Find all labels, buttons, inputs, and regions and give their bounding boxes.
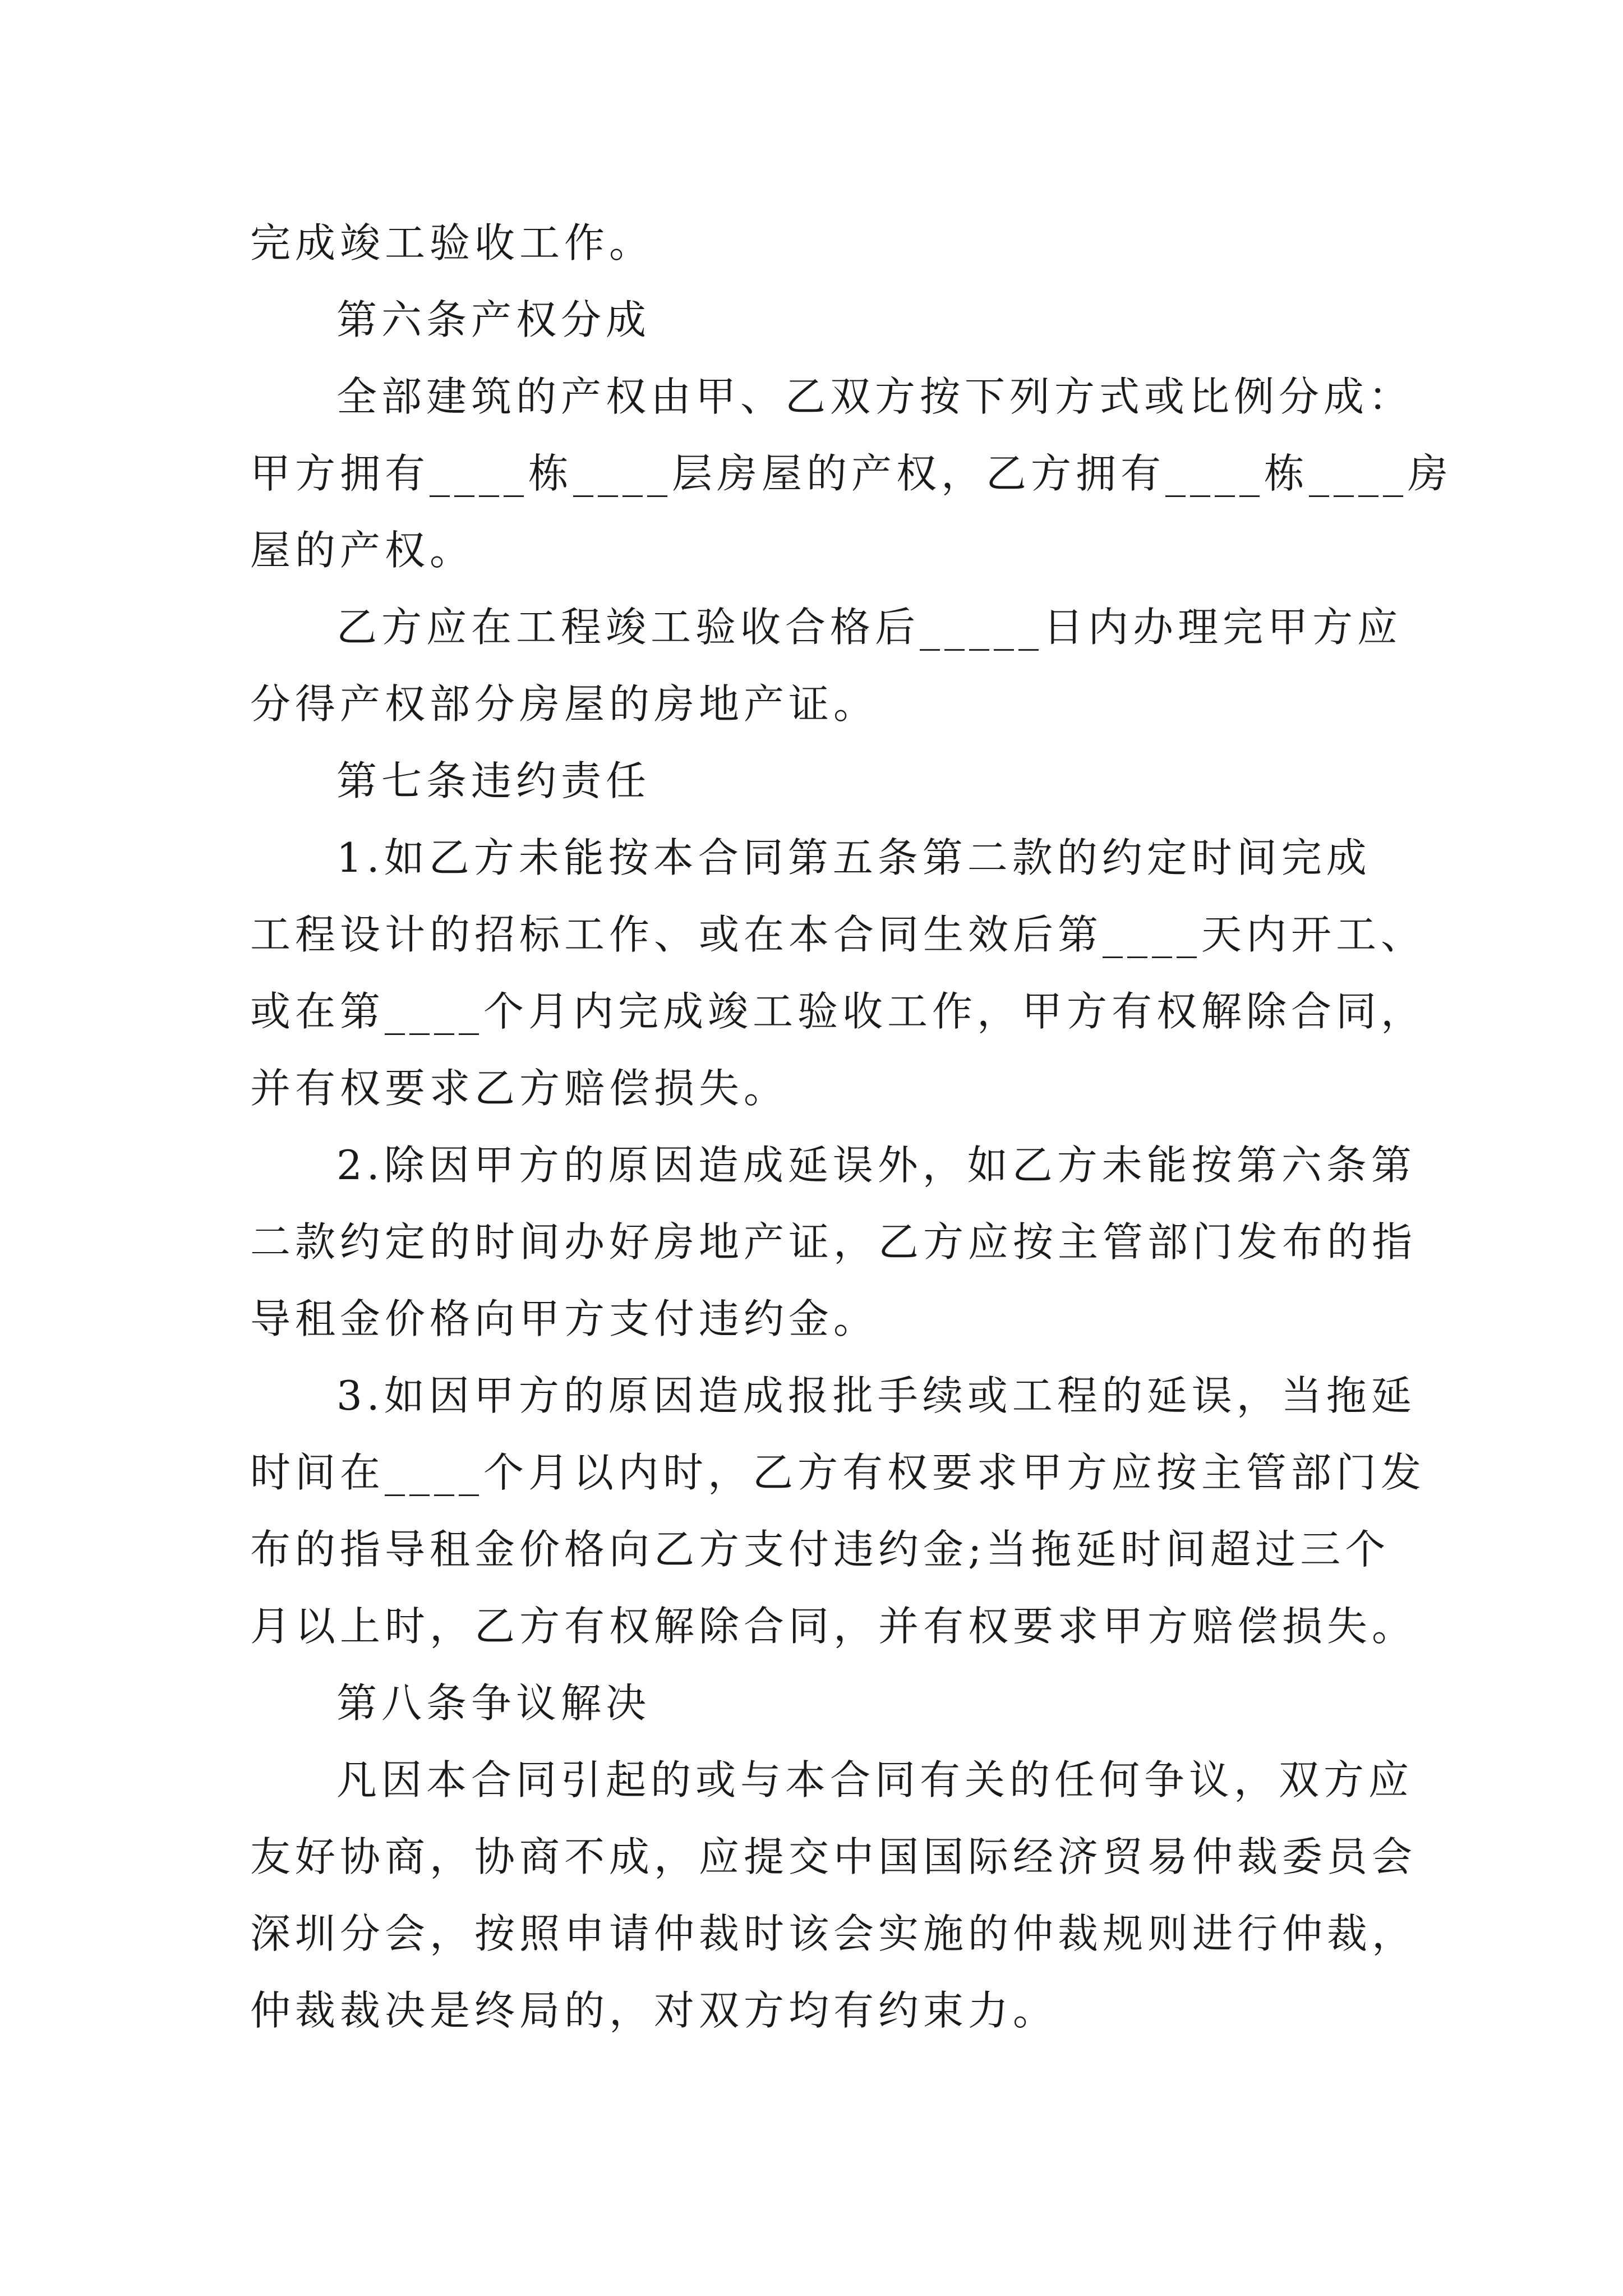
text-line-13: 2.除因甲方的原因造成延误外，如乙方未能按第六条第 <box>336 1142 1416 1189</box>
text-line-18: 布的指导租金价格向乙方支付违约金;当拖延时间超过三个 <box>250 1526 1390 1573</box>
text-line-12: 并有权要求乙方赔偿损失。 <box>250 1065 789 1112</box>
text-line-3: 全部建筑的产权由甲、乙双方按下列方式或比例分成： <box>336 373 1414 420</box>
text-line-9: 1.如乙方未能按本合同第五条第二款的约定时间完成 <box>336 834 1371 881</box>
text-line-11: 或在第____个月内完成竣工验收工作，甲方有权解除合同， <box>250 988 1426 1035</box>
text-line-4: 甲方拥有____栋____层房屋的产权，乙方拥有____栋____房 <box>250 450 1453 497</box>
text-line-17: 时间在____个月以内时，乙方有权要求甲方应按主管部门发 <box>250 1449 1426 1496</box>
text-line-5: 屋的产权。 <box>250 527 475 574</box>
section-heading-6: 第六条产权分成 <box>336 296 651 343</box>
text-line-16: 3.如因甲方的原因造成报批手续或工程的延误，当拖延 <box>336 1372 1416 1419</box>
text-line-19: 月以上时，乙方有权解除合同，并有权要求甲方赔偿损失。 <box>250 1603 1417 1650</box>
text-line-24: 仲裁裁决是终局的，对双方均有约束力。 <box>250 1987 1058 2034</box>
text-line-1: 完成竣工验收工作。 <box>250 219 654 266</box>
text-line-22: 友好协商，协商不成，应提交中国国际经济贸易仲裁委员会 <box>250 1833 1417 1880</box>
text-line-6: 乙方应在工程竣工验收合格后_____日内办理完甲方应 <box>336 604 1403 651</box>
section-heading-8: 第八条争议解决 <box>336 1680 651 1727</box>
section-heading-7: 第七条违约责任 <box>336 757 651 804</box>
text-line-21: 凡因本合同引起的或与本合同有关的任何争议，双方应 <box>336 1756 1414 1803</box>
text-line-23: 深圳分会，按照申请仲裁时该会实施的仲裁规则进行仲裁， <box>250 1910 1417 1957</box>
text-line-7: 分得产权部分房屋的房地产证。 <box>250 680 879 728</box>
text-line-15: 导租金价格向甲方支付违约金。 <box>250 1295 879 1342</box>
text-line-14: 二款约定的时间办好房地产证，乙方应按主管部门发布的指 <box>250 1218 1417 1266</box>
text-line-10: 工程设计的招标工作、或在本合同生效后第____天内开工、 <box>250 911 1426 958</box>
